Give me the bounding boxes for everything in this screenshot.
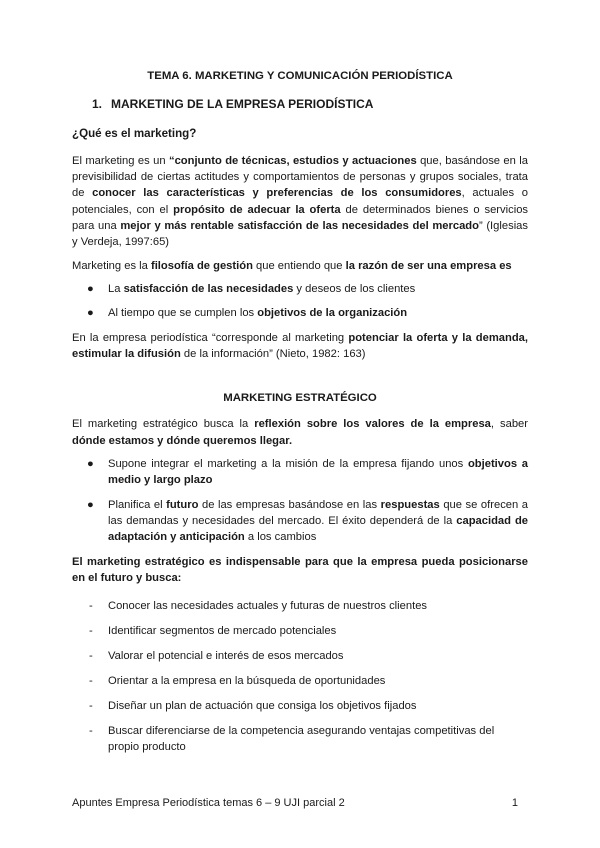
dash-icon: -: [89, 699, 93, 712]
section-heading-marketing-estrategico: MARKETING ESTRATÉGICO: [223, 392, 377, 405]
list-item: [72, 598, 528, 614]
text: Supone integrar el marketing a la misión de la empresa fijando unos: [108, 458, 468, 471]
bold-text: propósito de adecuar la oferta: [173, 203, 341, 216]
text: El marketing estratégico busca la: [72, 418, 255, 431]
paragraph-definition: [72, 153, 528, 251]
text: a los cambios: [244, 531, 317, 544]
section-label: MARKETING DE LA EMPRESA PERIODÍSTICA: [111, 97, 374, 112]
bold-text: respuestas: [380, 498, 440, 511]
text: La: [108, 282, 124, 295]
dash-icon: -: [89, 649, 93, 662]
document-page: [72, 68, 528, 764]
list-item: [72, 698, 528, 714]
bold-text: dónde estamos y dónde queremos llegar.: [72, 434, 293, 447]
list-item: [72, 305, 528, 321]
bullet-icon: ●: [87, 282, 94, 295]
page-footer: [72, 797, 528, 809]
text: Diseñar un plan de actuación que consiga los objetivos fijados: [108, 699, 417, 712]
text: El marketing es un: [72, 154, 169, 167]
section-heading-marketing-empresa: [92, 96, 528, 112]
dash-list-objetivos: [72, 598, 528, 755]
list-item: [72, 281, 528, 297]
dash-icon: -: [89, 674, 93, 687]
text: que se ofrecen a las demandas y necesidades del mercado. El éxito dependerá de la: [108, 498, 529, 527]
dash-icon: -: [89, 600, 93, 613]
bullet-icon: ●: [87, 498, 94, 511]
bold-text: satisfacción de las necesidades: [123, 282, 294, 295]
text: , actuales o potenciales, con el: [72, 187, 528, 216]
text: que entiendo que: [252, 259, 346, 272]
bullet-list-estrategico: [72, 456, 528, 545]
bold-text: potenciar la oferta y la demanda, estimular la difusión: [72, 331, 528, 360]
bold-text: objetivos de la organización: [257, 307, 408, 320]
footer-text: Apuntes Empresa Periodística temas 6 – 9 UJI parcial 2: [72, 797, 345, 809]
text: que, basándose en la previsibilidad de ciertas actitudes y comportamientos de personas y grupos sociales, trata de: [72, 154, 528, 200]
bold-text: futuro: [166, 498, 199, 511]
bold-text: mejor y más rentable satisfacción de las necesidades del mercado: [120, 220, 479, 233]
bold-text: conocer las características y preferencias de los consumidores: [92, 187, 462, 200]
text: de las empresas basándose en las: [198, 498, 381, 511]
text: Identificar segmentos de mercado potenciales: [108, 625, 337, 638]
page-number: 1: [511, 797, 518, 809]
paragraph-indispensable: [72, 554, 528, 587]
bold-text: El marketing estratégico es indispensable para que la empresa pueda posicionarse en el futuro y busca:: [72, 555, 528, 584]
text: de determinados bienes o servicios para una: [72, 203, 529, 233]
list-item: [72, 497, 528, 546]
dash-icon: -: [89, 625, 93, 638]
text: Al tiempo que se cumplen los: [108, 307, 258, 320]
bold-text: objetivos a medio y largo plazo: [108, 458, 528, 487]
paragraph-empresa-periodistica: [72, 330, 528, 363]
list-item: [72, 456, 528, 489]
document-title: TEMA 6. MARKETING Y COMUNICACIÓN PERIODÍSTICA: [147, 70, 453, 82]
bold-text: capacidad de adaptación y anticipación: [108, 514, 528, 544]
bullet-icon: ●: [87, 458, 94, 471]
list-item: [72, 673, 528, 689]
list-item: [72, 623, 528, 639]
text: ” (Iglesias y Verdeja, 1997:65): [72, 220, 528, 249]
section-number: 1.: [92, 97, 103, 112]
text: Planifica el: [108, 498, 167, 511]
text: , saber: [490, 418, 528, 431]
bold-text: “conjunto de técnicas, estudios y actuaciones: [168, 154, 417, 167]
text: En la empresa periodística “corresponde al marketing: [72, 331, 349, 344]
bold-text: reflexión sobre los valores de la empresa: [254, 418, 491, 431]
text: de la información” (Nieto, 1982: 163): [180, 347, 366, 360]
paragraph-estrategico: [72, 416, 528, 449]
text: Valorar el potencial e interés de esos mercados: [108, 649, 344, 662]
text: Orientar a la empresa en la búsqueda de oportunidades: [108, 674, 386, 687]
text: y deseos de los clientes: [293, 282, 416, 295]
text: Buscar diferenciarse de la competencia asegurando ventajas competitivas del propio producto: [108, 724, 495, 753]
bullet-icon: ●: [87, 307, 94, 320]
list-item: [72, 648, 528, 664]
dash-icon: -: [89, 724, 93, 737]
text: Conocer las necesidades actuales y futuras de nuestros clientes: [108, 600, 428, 613]
question-heading: ¿Qué es el marketing?: [72, 126, 197, 140]
bullet-list-purpose: [72, 281, 528, 322]
text: Marketing es la: [72, 259, 151, 272]
list-item: [72, 723, 528, 756]
bold-text: la razón de ser una empresa es: [345, 259, 512, 272]
paragraph-philosophy: [72, 258, 528, 274]
bold-text: filosofía de gestión: [150, 259, 253, 272]
